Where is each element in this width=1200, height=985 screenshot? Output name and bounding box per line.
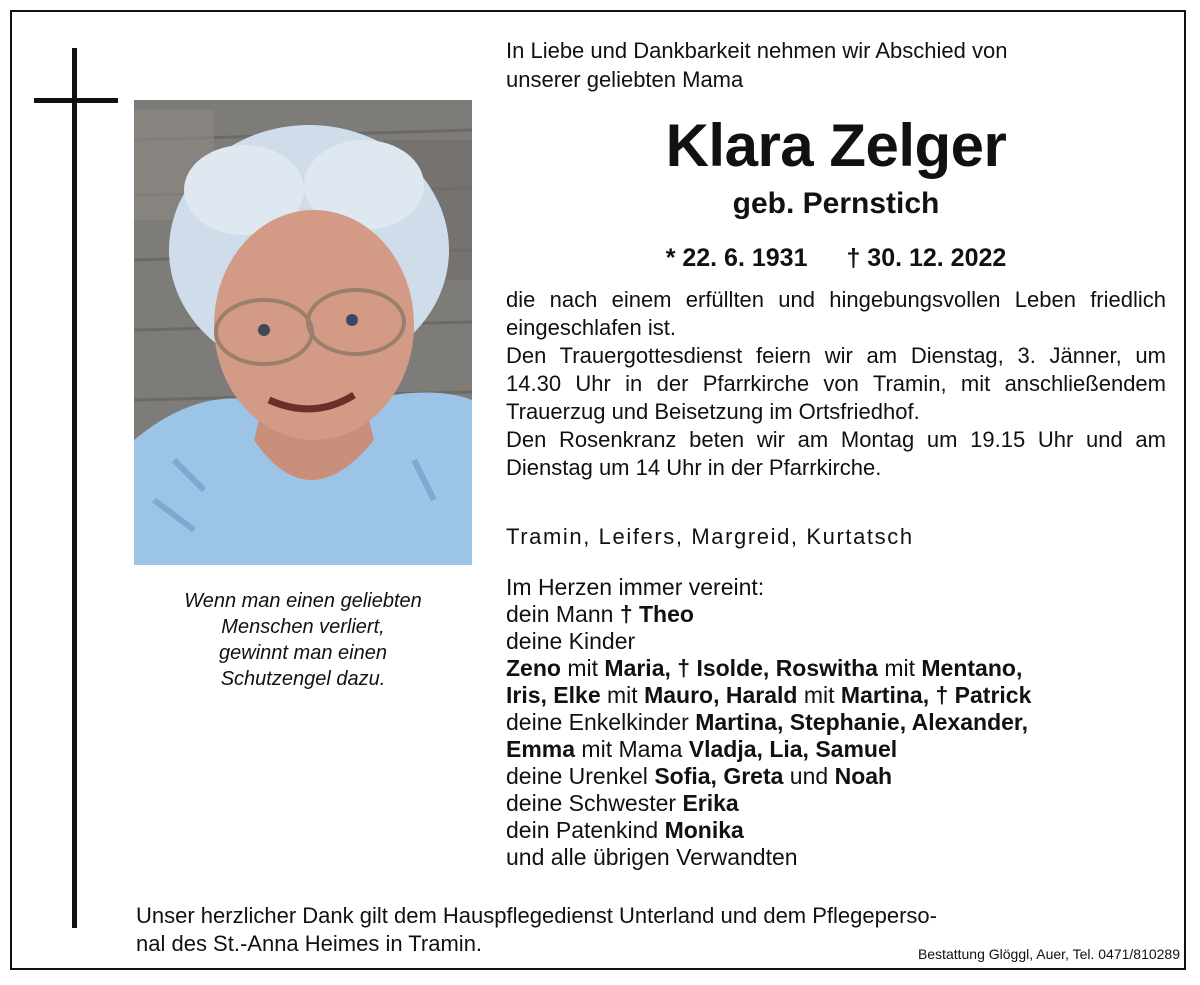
family-name: Martina, † Patrick	[840, 682, 1032, 708]
family-name: Mauro, Harald	[644, 682, 798, 708]
family-list	[506, 574, 1166, 871]
family-line	[506, 790, 1166, 817]
memorial-quote	[134, 588, 472, 692]
death-date: † 30. 12. 2022	[846, 244, 1007, 272]
thanks-line: nal des St.-Anna Heimes in Tramin.	[136, 931, 483, 956]
family-name: Vladja, Lia, Samuel	[688, 736, 898, 762]
family-text: dein Patenkind	[506, 817, 665, 843]
family-line	[506, 844, 1166, 871]
family-name: Zeno	[506, 655, 561, 681]
family-line	[506, 817, 1166, 844]
family-name: Maria, † Isolde, Roswitha	[604, 655, 878, 681]
quote-line: gewinnt man einen	[219, 642, 387, 664]
family-text: mit	[877, 655, 922, 681]
family-name: Noah	[834, 763, 893, 789]
family-line	[506, 709, 1166, 736]
family-text: und	[783, 763, 835, 789]
family-line	[506, 736, 1166, 763]
cross-icon-vertical	[72, 48, 77, 928]
intro-line: In Liebe und Dankbarkeit nehmen wir Abschied von	[506, 38, 1008, 63]
family-text: mit	[797, 682, 841, 708]
quote-line: Schutzengel dazu.	[220, 668, 386, 690]
family-line	[506, 682, 1166, 709]
family-line	[506, 763, 1166, 790]
family-text: deine Enkelkinder	[506, 709, 696, 735]
family-text: und alle übrigen Verwandten	[506, 844, 798, 870]
quote-line: Menschen verliert,	[221, 616, 385, 638]
family-text: deine Kinder	[506, 628, 636, 654]
intro-line: unserer geliebten Mama	[506, 67, 744, 92]
announcement-body	[506, 286, 1166, 482]
body-paragraph: Den Rosenkranz beten wir am Montag um 19.15 Uhr und am Dienstag um 14 Uhr in der Pfarrkirche.	[506, 427, 1166, 480]
family-line	[506, 601, 1166, 628]
family-name: Martina, Stephanie, Alexander,	[695, 709, 1028, 735]
funeral-home-footer: Bestattung Glöggl, Auer, Tel. 0471/810289	[917, 946, 1180, 962]
family-line	[506, 628, 1166, 655]
family-name: Emma	[506, 736, 576, 762]
cross-icon-horizontal	[34, 98, 118, 103]
family-text: mit	[560, 655, 605, 681]
portrait-photo	[134, 100, 472, 565]
thanks-line: Unser herzlicher Dank gilt dem Hauspflegedienst Unterland und dem Pflegeperso-	[136, 903, 937, 928]
family-line	[506, 655, 1166, 682]
family-text: deine Urenkel	[506, 763, 655, 789]
intro-text	[506, 36, 1166, 94]
deceased-name: Klara Zelger	[665, 112, 1007, 179]
life-dates	[506, 240, 1166, 276]
family-name: Mentano,	[921, 655, 1023, 681]
family-name: Monika	[664, 817, 744, 843]
family-name: † Theo	[619, 601, 694, 627]
body-paragraph: die nach einem erfüllten und hingebungsvollen Leben friedlich eingeschlafen ist.	[506, 287, 1166, 340]
portrait-illustration	[134, 100, 472, 565]
family-text: deine Schwester	[506, 790, 683, 816]
family-name: Erika	[682, 790, 739, 816]
maiden-name: geb. Pernstich	[732, 187, 940, 220]
body-paragraph: Den Trauergottesdienst feiern wir am Dienstag, 3. Jänner, um 14.30 Uhr in der Pfarrkirche von Tramin, mit anschließendem Trauerzug und Beisetzung im Ortsfriedhof.	[506, 343, 1166, 424]
quote-line: Wenn man einen geliebten	[184, 590, 422, 612]
family-text: mit	[600, 682, 645, 708]
family-lines	[506, 601, 1166, 871]
family-heading: Im Herzen immer vereint:	[506, 574, 765, 600]
family-text: dein Mann	[506, 601, 620, 627]
birth-date: * 22. 6. 1931	[665, 244, 808, 272]
family-text: mit Mama	[575, 736, 689, 762]
family-name: Sofia, Greta	[654, 763, 784, 789]
places-line: Tramin, Leifers, Margreid, Kurtatsch	[506, 524, 914, 549]
family-name: Iris, Elke	[506, 682, 601, 708]
